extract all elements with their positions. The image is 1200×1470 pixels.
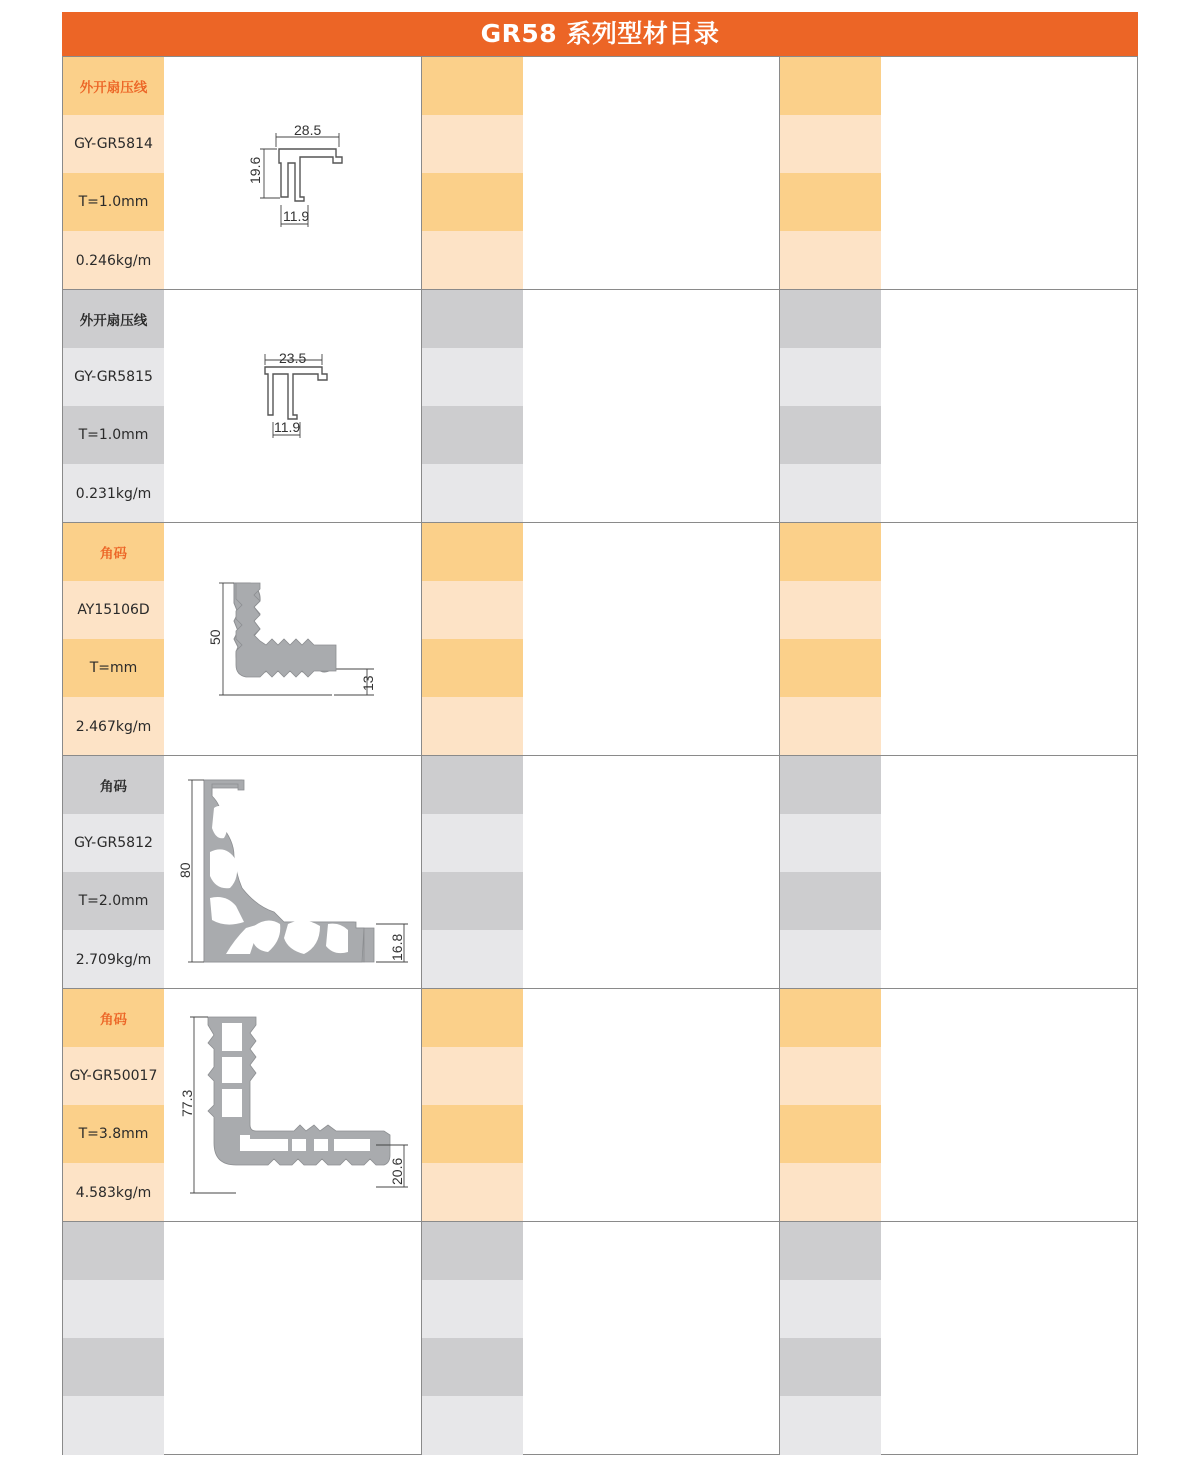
empty-product-cell bbox=[421, 57, 780, 289]
profile-drawing bbox=[164, 57, 421, 289]
spec-strip bbox=[780, 989, 881, 1221]
product-name: 角码 bbox=[63, 523, 164, 581]
dim-depth: 11.9 bbox=[274, 419, 301, 435]
empty-product-cell bbox=[63, 1222, 421, 1454]
profile-drawing bbox=[164, 523, 421, 755]
product-thickness: T=2.0mm bbox=[63, 872, 164, 930]
spec-strip bbox=[63, 523, 164, 755]
empty-product-cell bbox=[421, 1222, 780, 1454]
dim-height: 19.6 bbox=[247, 156, 263, 184]
dim-leg: 16.8 bbox=[389, 933, 405, 961]
profile-drawing bbox=[164, 290, 421, 522]
product-name: 角码 bbox=[63, 989, 164, 1047]
catalog-sheet bbox=[62, 12, 1138, 1455]
product-cell bbox=[63, 290, 421, 522]
dim-height: 50 bbox=[207, 629, 223, 645]
dim-height: 80 bbox=[177, 862, 193, 878]
spec-strip bbox=[780, 1222, 881, 1454]
spec-strip bbox=[422, 290, 523, 522]
catalog-row-6 bbox=[63, 1221, 1137, 1454]
catalog-grid bbox=[62, 56, 1138, 1455]
page-title: GR58 系列型材目录 bbox=[62, 12, 1138, 56]
dim-width: 23.5 bbox=[279, 350, 307, 366]
profile-drawing bbox=[164, 989, 421, 1221]
product-weight: 2.467kg/m bbox=[63, 697, 164, 756]
dim-height: 77.3 bbox=[179, 1089, 195, 1117]
product-cell bbox=[63, 57, 421, 289]
product-thickness: T=1.0mm bbox=[63, 173, 164, 231]
product-name: 外开扇压线 bbox=[63, 290, 164, 348]
dim-leg: 20.6 bbox=[389, 1157, 405, 1185]
product-weight: 4.583kg/m bbox=[63, 1163, 164, 1222]
product-cell bbox=[63, 756, 421, 988]
spec-strip bbox=[780, 290, 881, 522]
spec-strip bbox=[780, 57, 881, 289]
spec-strip bbox=[63, 989, 164, 1221]
empty-product-cell bbox=[779, 523, 1138, 755]
profile-ay15106d-svg bbox=[164, 523, 421, 756]
spec-strip bbox=[422, 756, 523, 988]
product-code: GY-GR5815 bbox=[63, 348, 164, 406]
empty-product-cell bbox=[779, 290, 1138, 522]
catalog-row-4 bbox=[63, 755, 1137, 988]
profile-gr5812-svg bbox=[164, 756, 421, 989]
dim-leg: 13 bbox=[360, 675, 376, 691]
product-thickness: T=1.0mm bbox=[63, 406, 164, 464]
product-weight: 0.246kg/m bbox=[63, 231, 164, 290]
product-cell bbox=[63, 523, 421, 755]
empty-product-cell bbox=[779, 756, 1138, 988]
product-weight: 0.231kg/m bbox=[63, 464, 164, 523]
empty-product-cell bbox=[421, 989, 780, 1221]
product-code: AY15106D bbox=[63, 581, 164, 639]
product-cell bbox=[63, 989, 421, 1221]
spec-strip bbox=[63, 57, 164, 289]
empty-product-cell bbox=[421, 523, 780, 755]
product-code: GY-GR5812 bbox=[63, 814, 164, 872]
spec-strip bbox=[63, 1222, 164, 1454]
empty-product-cell bbox=[779, 57, 1138, 289]
empty-product-cell bbox=[779, 989, 1138, 1221]
product-thickness: T=mm bbox=[63, 639, 164, 697]
product-weight: 2.709kg/m bbox=[63, 930, 164, 989]
profile-gr50017-svg bbox=[164, 989, 421, 1222]
spec-strip bbox=[780, 756, 881, 988]
product-code: GY-GR50017 bbox=[63, 1047, 164, 1105]
spec-strip bbox=[422, 1222, 523, 1454]
empty-product-cell bbox=[421, 290, 780, 522]
spec-strip bbox=[63, 756, 164, 988]
profile-gr5815-svg bbox=[164, 290, 421, 523]
empty-product-cell bbox=[779, 1222, 1138, 1454]
product-name: 外开扇压线 bbox=[63, 57, 164, 115]
spec-strip bbox=[422, 989, 523, 1221]
spec-strip bbox=[63, 290, 164, 522]
empty-product-cell bbox=[421, 756, 780, 988]
product-thickness: T=3.8mm bbox=[63, 1105, 164, 1163]
spec-strip bbox=[422, 57, 523, 289]
catalog-row-1 bbox=[63, 56, 1137, 289]
catalog-row-5 bbox=[63, 988, 1137, 1221]
profile-gr5814-svg bbox=[164, 57, 421, 290]
profile-drawing bbox=[164, 756, 421, 988]
spec-strip bbox=[422, 523, 523, 755]
catalog-row-2 bbox=[63, 289, 1137, 522]
spec-strip bbox=[780, 523, 881, 755]
product-code: GY-GR5814 bbox=[63, 115, 164, 173]
dim-depth: 11.9 bbox=[283, 208, 310, 224]
product-name: 角码 bbox=[63, 756, 164, 814]
dim-width: 28.5 bbox=[294, 122, 322, 138]
catalog-row-3 bbox=[63, 522, 1137, 755]
